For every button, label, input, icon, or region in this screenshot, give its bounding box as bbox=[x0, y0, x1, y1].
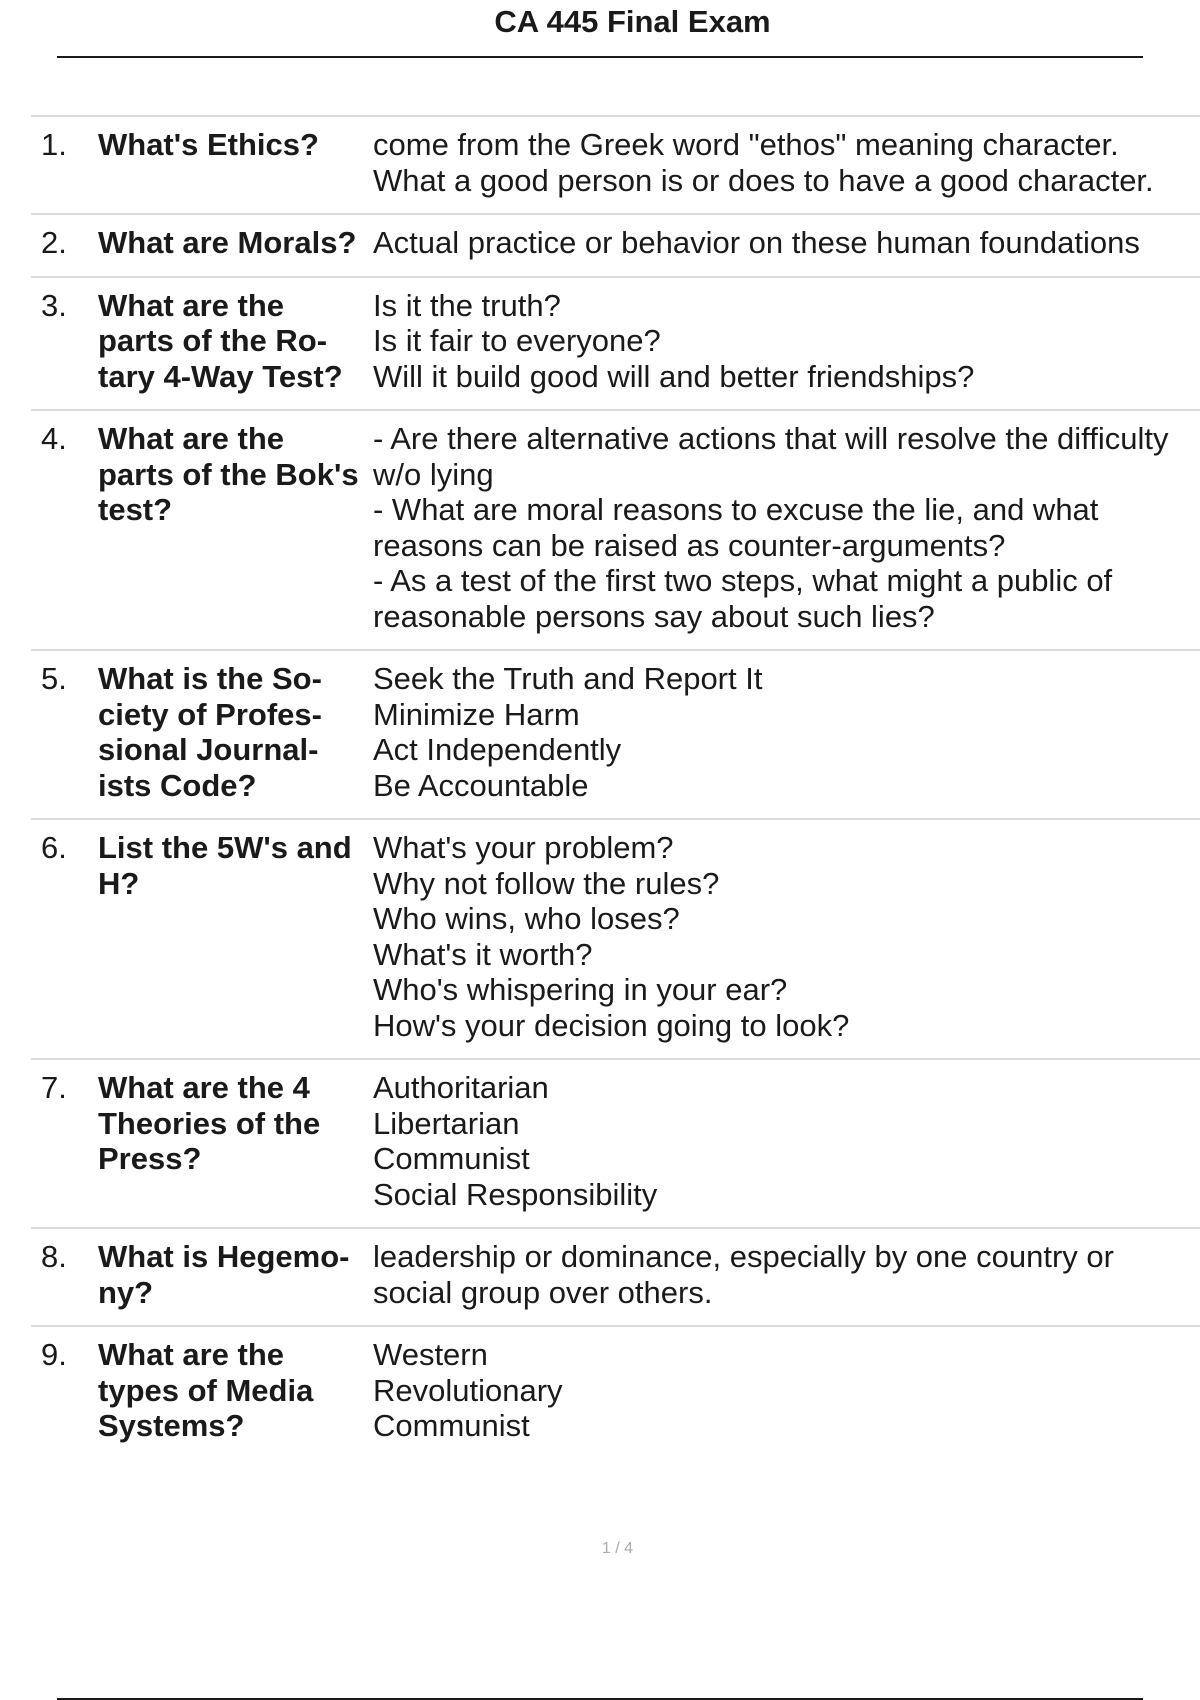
card-term: What are Morals? bbox=[98, 225, 357, 260]
card-term: What are the types of Media Systems? bbox=[98, 1337, 314, 1443]
card-number: 4. bbox=[41, 421, 67, 456]
card-definition: - Are there alternative actions that will resolve the difficulty w/o lying - What are moral reasons to excuse the lie, and what reasons can be raised as counter-arguments? - As a test of the first two steps, what might a public of reasonable persons say about such lies? bbox=[373, 421, 1169, 634]
card-definition: Authoritarian Libertarian Communist Social Responsibility bbox=[373, 1070, 658, 1212]
card-definition: Is it the truth? Is it fair to everyone? Will it build good will and better friendships? bbox=[373, 287, 975, 394]
card-term: What is the So- ciety of Profes- sional Journal- ists Code? bbox=[98, 661, 322, 803]
flashcard-row bbox=[31, 1060, 1200, 1229]
page-number: 1 / 4 bbox=[601, 1540, 634, 1557]
page-title: CA 445 Final Exam bbox=[494, 4, 771, 39]
flashcard-row bbox=[31, 820, 1200, 1060]
card-number: 6. bbox=[41, 830, 67, 865]
card-number: 1. bbox=[41, 127, 67, 162]
flashcard-row bbox=[31, 1229, 1200, 1327]
card-number: 8. bbox=[41, 1239, 67, 1274]
card-definition: Seek the Truth and Report It Minimize Harm Act Independently Be Accountable bbox=[373, 661, 763, 803]
flashcard-row bbox=[31, 215, 1200, 278]
flashcard-row bbox=[31, 278, 1200, 412]
title-divider bbox=[57, 56, 1143, 58]
card-term: What is Hegemo- ny? bbox=[98, 1239, 350, 1310]
card-number: 7. bbox=[41, 1070, 67, 1105]
card-definition: What's your problem? Why not follow the rules? Who wins, who loses? What's it worth? Who's whispering in your ear? How's your decision going to look? bbox=[373, 830, 850, 1043]
card-number: 3. bbox=[41, 287, 67, 323]
flashcard-list bbox=[31, 115, 1200, 1459]
card-term: What are the parts of the Bok's test? bbox=[98, 421, 359, 527]
flashcard-row bbox=[31, 651, 1200, 820]
card-definition: leadership or dominance, especially by one country or social group over others. bbox=[373, 1239, 1114, 1310]
card-term: What are the 4 Theories of the Press? bbox=[98, 1070, 321, 1176]
card-definition: come from the Greek word "ethos" meaning character. What a good person is or does to have a good character. bbox=[373, 127, 1154, 198]
flashcard-row bbox=[31, 1327, 1200, 1459]
card-definition: Actual practice or behavior on these human foundations bbox=[373, 225, 1140, 260]
card-term: List the 5W's and H? bbox=[98, 830, 352, 901]
card-number: 5. bbox=[41, 661, 67, 696]
card-definition: Western Revolutionary Communist bbox=[373, 1337, 563, 1443]
card-number: 2. bbox=[41, 225, 67, 260]
flashcard-row bbox=[31, 411, 1200, 651]
flashcard-row bbox=[31, 117, 1200, 215]
card-number: 9. bbox=[41, 1337, 67, 1372]
card-term: What are the parts of the Ro- tary 4-Way Test? bbox=[98, 287, 343, 394]
card-term: What's Ethics? bbox=[98, 127, 319, 162]
